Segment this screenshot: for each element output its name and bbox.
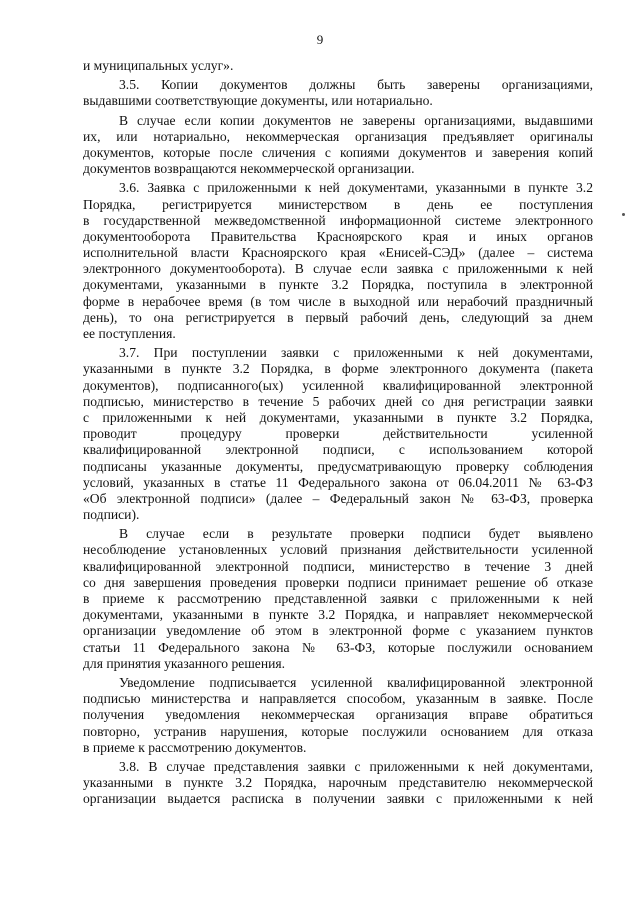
text-line: квалифицированной электронной подписи, с использованием которой xyxy=(83,442,593,458)
text-line: документами, указанными в пункте 3.2 Порядка, поступила в электронной xyxy=(83,277,593,293)
text-line: указанными в пункте 3.2 Порядка, нарочным представителю некоммерческой xyxy=(83,775,593,791)
text-line: квалифицированной электронной подписи, министерство в течение 3 дней xyxy=(83,558,593,574)
paragraph xyxy=(83,180,593,342)
text-line: несоблюдение установленных условий признания действительности усиленной xyxy=(83,542,593,558)
text-line: в приеме к рассмотрению представленной заявки с приложенными к ней xyxy=(83,591,593,606)
margin-mark xyxy=(622,213,625,216)
paragraph xyxy=(83,113,593,178)
text-line: статьи 11 Федерального закона № 63-ФЗ, которые послужили основанием xyxy=(83,639,593,655)
paragraph xyxy=(83,58,593,74)
paragraph xyxy=(83,759,593,808)
text-line: электронного документооборота). В случае если заявка с приложенными к ней xyxy=(83,261,593,277)
text-line: 3.6. Заявка с приложенными к ней документами, указанными в пункте 3.2 xyxy=(119,180,593,196)
text-line: подписью, министерство в течение 5 рабочих дней со дня регистрации заявки xyxy=(83,393,593,409)
text-line: в государственной межведомственной информационной системе электронного xyxy=(83,212,593,228)
text-line: со дня завершения проведения проверки подписи принимает решение об отказе xyxy=(83,574,593,590)
text-line: документооборота Правительства Красноярского края и иных органов xyxy=(83,228,593,244)
page-number: 9 xyxy=(316,32,324,47)
paragraph xyxy=(83,675,593,756)
text-line: организации выдается расписка в получении заявки с приложенными к ней xyxy=(83,791,593,807)
text-line: день), то она регистрируется в первый рабочий день, следующий за днем xyxy=(83,309,593,325)
text-line: выдавшими соответствующие документы, или нотариально. xyxy=(83,93,433,109)
text-line: 3.5. Копии документов должны быть заверены организациями, xyxy=(119,77,593,93)
document-body xyxy=(83,58,593,807)
text-line: с приложенными к ней документами, указанными в пункте 3.2 Порядка, xyxy=(83,409,593,425)
paragraph xyxy=(83,77,593,109)
text-line: в приеме к рассмотрению документов. xyxy=(83,739,307,755)
text-line: В случае если в результате проверки подписи будет выявлено xyxy=(119,526,593,542)
paragraph xyxy=(83,526,593,672)
text-line: указанными в пункте 3.2 Порядка, в форме электронного документа (пакета xyxy=(83,361,593,377)
text-line: В случае если копии документов не заверены организациями, выдавшими xyxy=(119,112,593,128)
text-line: документов), подписанного(ых) усиленной квалифицированной электронной xyxy=(83,377,593,393)
text-line: и муниципальных услуг». xyxy=(83,58,234,73)
text-line: проводит процедуру проверки действительности усиленной xyxy=(83,426,593,442)
paragraph xyxy=(83,345,593,523)
text-line: документов, которые после сличения с копиями документов и заверения копий xyxy=(83,144,593,160)
text-line: исполнительной власти Красноярского края «Енисей-СЭД» (далее – система xyxy=(83,245,593,261)
text-line: подписаны указанные документы, предусматривающую проверку соблюдения xyxy=(83,458,593,474)
text-line: ее поступления. xyxy=(83,326,176,341)
text-line: Уведомление подписывается усиленной квалифицированной электронной xyxy=(119,674,593,690)
text-line: условий, указанных в статье 11 Федерального закона от 06.04.2011 № 63-ФЗ xyxy=(83,474,593,490)
text-line: форме в нерабочее время (в том числе в выходной или нерабочий праздничный xyxy=(83,293,593,309)
text-line: Порядка, регистрируется министерством в день ее поступления xyxy=(83,196,593,212)
text-line: документами, указанными в пункте 3.2 Порядка, и направляет некоммерческой xyxy=(83,607,593,623)
text-line: «Об электронной подписи» (далее – Федеральный закон № 63-ФЗ, проверка xyxy=(83,490,593,506)
text-line: повторно, устранив нарушения, которые послужили основанием для отказа xyxy=(83,723,593,739)
text-line: документов возвращаются некоммерческой организации. xyxy=(83,161,415,177)
text-line: 3.8. В случае представления заявки с приложенными к ней документами, xyxy=(119,758,593,774)
text-line: 3.7. При поступлении заявки с приложенными к ней документами, xyxy=(119,345,593,361)
text-line: подписи). xyxy=(83,507,140,523)
text-line: подписью министерства и направляется способом, указанным в заявке. После xyxy=(83,691,593,707)
text-line: для принятия указанного решения. xyxy=(83,655,286,671)
text-line: организации уведомление об этом в электронной форме с указанием пунктов xyxy=(83,623,593,639)
text-line: получения уведомления некоммерческая организация вправе обратиться xyxy=(83,707,593,723)
text-line: их, или нотариально, некоммерческая организация предъявляет оригиналы xyxy=(83,128,593,144)
